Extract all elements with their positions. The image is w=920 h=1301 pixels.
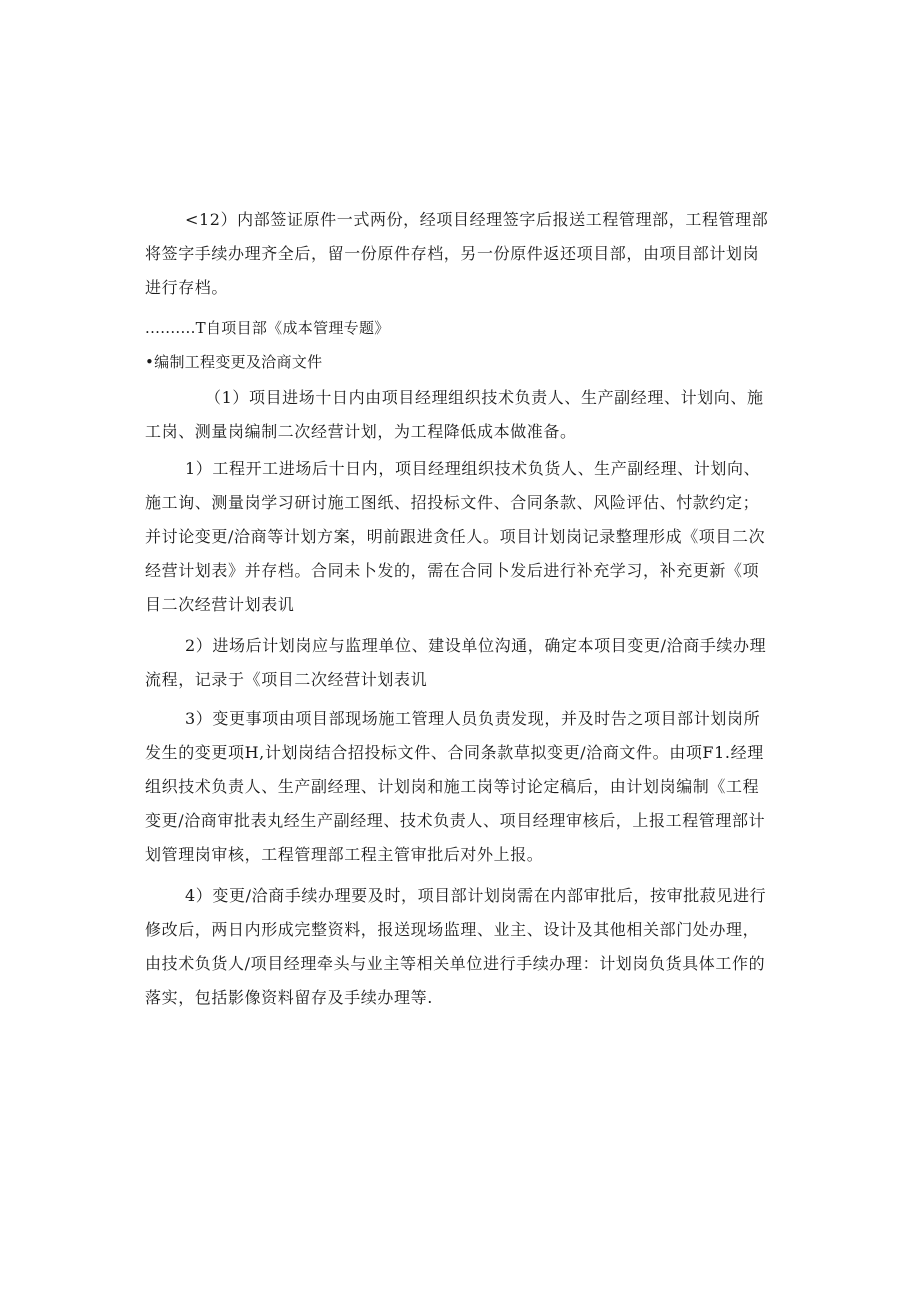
text-line: 2）进场后计划岗应与监理单位、建设单位沟通，确定本项目变更/洽商手续办理 [185, 636, 767, 655]
text-line: 工岗、测量岗编制二次经营计划，为工程降低成本做准备。 [145, 422, 577, 441]
text-line: 1）工程开工进场后十日内，项目经理组织技术负货人、生产副经理、计划向、 [185, 459, 761, 478]
text-line: 变更/洽商审批表丸经生产副经理、技术负责人、项目经理审核后，上报工程管理部计 [145, 811, 766, 830]
text-line: 进行存档。 [145, 278, 229, 297]
text-line: 流程，记录于《项目二次经营计划表讥 [145, 670, 428, 689]
text-line: •编制工程变更及洽商文件 [145, 353, 323, 371]
text-line: 组织技术负责人、生产副经理、计划岗和施工岗等讨论定稿后，由计划岗编制《工程 [145, 777, 760, 796]
source-line [145, 311, 785, 345]
text-line: 划管理岗审核，工程管理部工程主管审批后对外上报。 [145, 845, 544, 864]
text-line: 经营计划表》并存档。合同未卜发的，需在合同卜发后进行补充学习，补充更新《项 [145, 561, 760, 580]
paragraph-subitem-1 [145, 452, 785, 622]
text-line: 修改后，两日内形成完整资料，报送现场监理、业主、设计及其他相关部门处办理， [145, 920, 760, 939]
paragraph-internal-visa [145, 203, 785, 305]
text-line: 由技术负货人/项目经理牵头与业主等相关单位进行手续办理：计划岗负货具体工作的 [145, 954, 766, 973]
paragraph-subitem-4 [145, 879, 785, 1015]
text-line: 并讨论变更/洽商等计划方案，明前跟进贪任人。项目计划岗记录整理形成《项目二次 [145, 527, 766, 546]
section-heading [145, 345, 785, 379]
text-line: 落实，包括影像资料留存及手续办理等. [145, 988, 433, 1007]
text-line: 目二次经营计划表讥 [145, 595, 295, 614]
text-line: <12）内部签证原件一式两份，经项目经理签字后报送工程管理部，工程管理部 [185, 210, 769, 229]
text-line: （1）项目进场十日内由项目经理组织技术负责人、生产副经理、计划向、施 [205, 388, 764, 407]
text-line: 发生的变更项H,计划岗结合招投标文件、合同条款草拟变更/洽商文件。由项F1.经理 [145, 743, 764, 762]
text-line: 将签字手续办理齐全后，留一份原件存档，另一份原件返还项目部，由项目部计划岗 [145, 244, 760, 263]
text-line: 4）变更/洽商手续办理要及时，项目部计划岗需在内部审批后，按审批菽见进行 [185, 886, 767, 905]
text-line: 3）变更事项由项目部现场施工管理人员负责发现，并及时告之项目部计划岗所 [185, 709, 761, 728]
paragraph-item-1 [145, 381, 785, 449]
paragraph-subitem-2 [145, 629, 785, 697]
paragraph-subitem-3 [145, 702, 785, 872]
text-line: 施工询、测量岗学习研讨施工图纸、招投标文件、合同条款、风险评估、忖款约定； [145, 493, 760, 512]
text-line: ..........T自项目部《成本管理专题》 [145, 319, 390, 337]
